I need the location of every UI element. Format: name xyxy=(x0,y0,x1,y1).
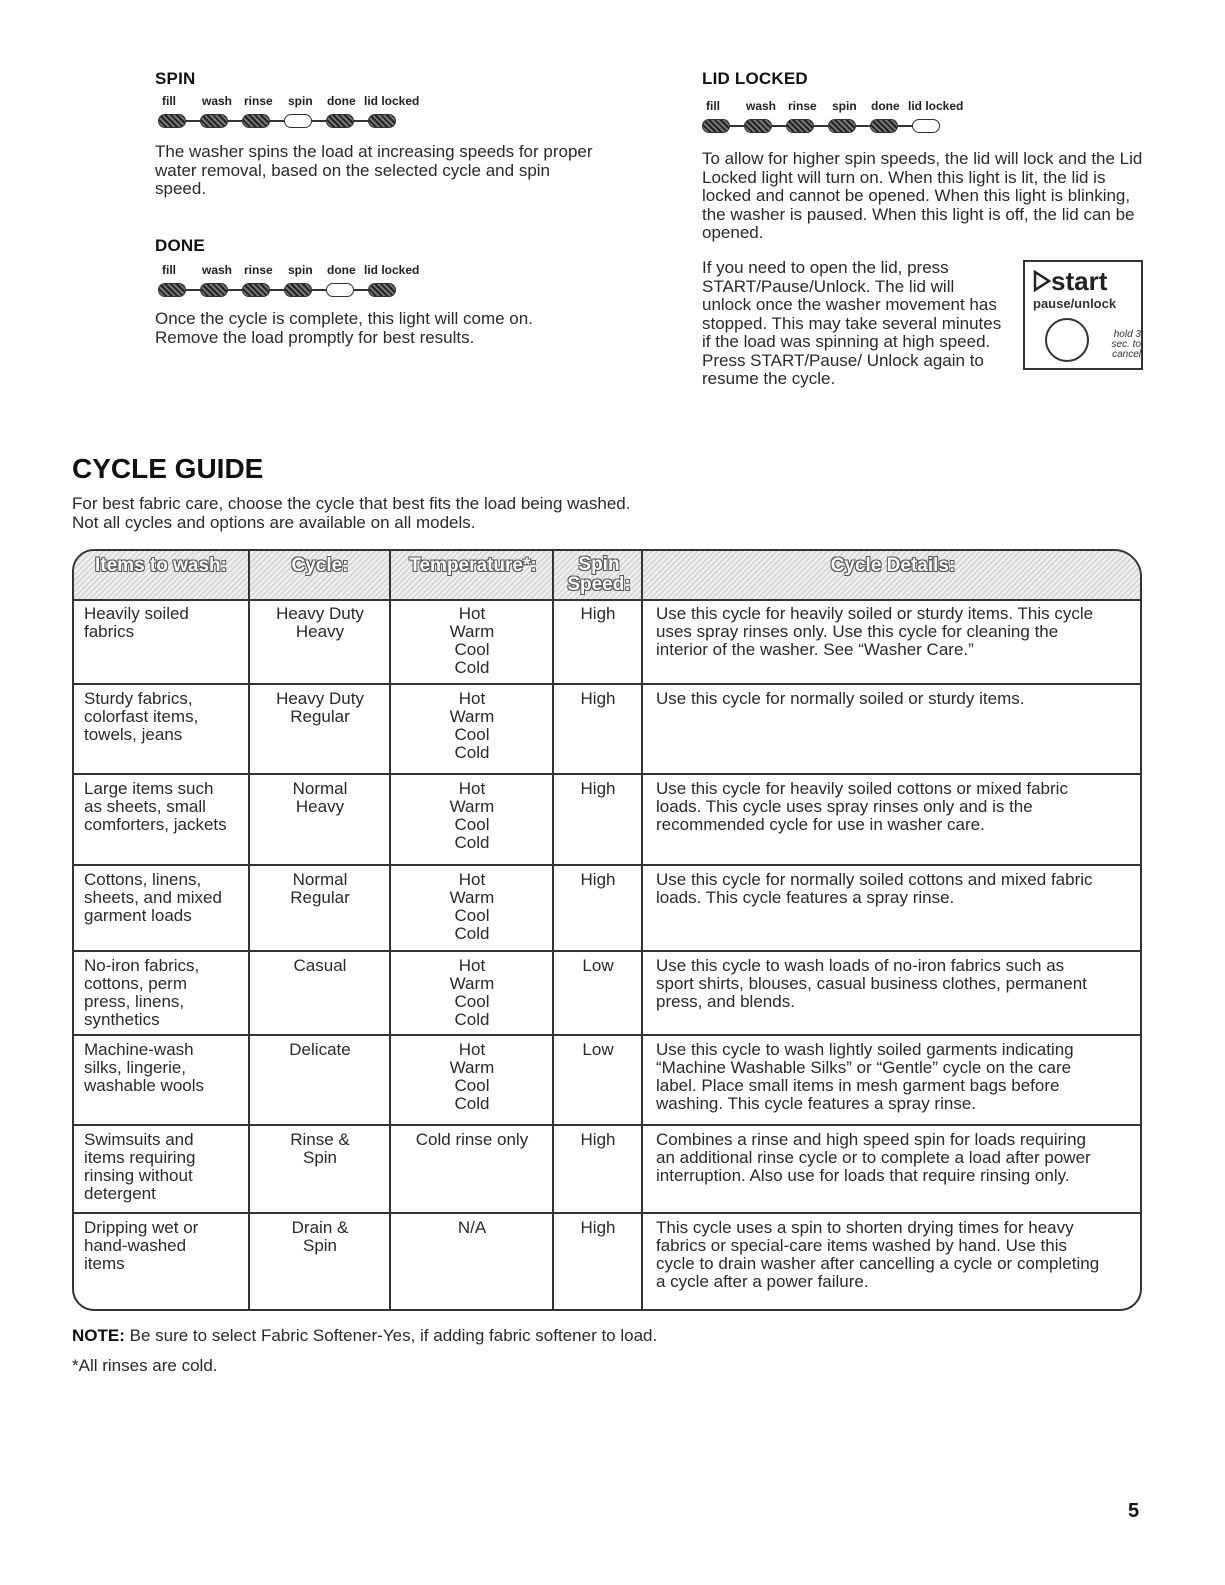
cell-line: Hot xyxy=(458,956,486,975)
cell-line: Use this cycle for normally soiled cottons and mixed fabric xyxy=(656,870,1093,889)
cell-line: Regular xyxy=(290,707,350,726)
cell-line: High xyxy=(580,1130,616,1149)
cell-line: Dripping wet or xyxy=(84,1218,199,1237)
note xyxy=(72,1326,657,1346)
start-label xyxy=(1033,266,1107,297)
cell-line: Heavy Duty xyxy=(276,604,364,623)
column-divider xyxy=(641,551,643,1309)
cell-line: rinsing without xyxy=(84,1166,193,1185)
cell-line: Cold xyxy=(454,658,490,677)
header-spin-speed xyxy=(556,551,642,601)
cell-cycle xyxy=(250,690,390,726)
row-divider xyxy=(74,864,1140,866)
cell-spin-speed xyxy=(554,690,642,708)
spin-description: The washer spins the load at increasing speeds for proper water removal, based on the selected cycle and spin speed. xyxy=(155,142,593,198)
indicator-label: fill xyxy=(162,94,176,108)
cell-line: detergent xyxy=(84,1184,156,1203)
indicator-label: spin xyxy=(832,99,857,113)
indicator-label: wash xyxy=(202,94,233,108)
cell-spin-speed xyxy=(554,605,642,623)
cell-line: This cycle uses a spin to shorten drying times for heavy xyxy=(656,1218,1074,1237)
cell-items xyxy=(84,605,246,641)
indicator-light-icon xyxy=(242,283,270,297)
cell-cycle xyxy=(250,780,390,816)
cell-details xyxy=(656,871,1140,907)
indicator-label: done xyxy=(327,94,356,108)
cell-spin-speed xyxy=(554,1041,642,1059)
indicator-label: rinse xyxy=(788,99,817,113)
cell-items xyxy=(84,957,246,1029)
indicator-label: rinse xyxy=(244,263,273,277)
cell-items xyxy=(84,871,246,925)
cell-line: Machine-wash xyxy=(84,1040,194,1059)
indicator-label: spin xyxy=(288,263,313,277)
cell-line: fabrics or special-care items washed by hand. Use this xyxy=(656,1236,1068,1255)
pause-unlock-label: pause/unlock xyxy=(1033,296,1117,311)
cell-line: High xyxy=(580,870,616,889)
cell-temperature xyxy=(392,1131,552,1149)
cell-line: colorfast items, xyxy=(84,707,199,726)
cell-temperature xyxy=(392,871,552,943)
indicator-label: done xyxy=(327,263,356,277)
cell-line: Warm xyxy=(449,797,495,816)
cell-line: Use this cycle for heavily soiled cottons or mixed fabric xyxy=(656,779,1068,798)
header-spin-line2: Speed: xyxy=(567,574,631,595)
cell-line: Heavy xyxy=(295,622,345,641)
cell-line: sport shirts, blouses, casual business clothes, permanent xyxy=(656,974,1087,993)
cycle-guide-intro xyxy=(72,494,630,532)
cell-line: items xyxy=(84,1254,125,1273)
cell-line: items requiring xyxy=(84,1148,196,1167)
spin-indicator-panel xyxy=(162,94,432,128)
note-label: NOTE: xyxy=(72,1326,125,1345)
cell-line: N/A xyxy=(457,1218,487,1237)
indicator-label: lid locked xyxy=(364,94,420,108)
cell-line: High xyxy=(580,1218,616,1237)
indicator-label: lid locked xyxy=(364,263,420,277)
indicator-light-icon xyxy=(284,283,312,297)
cell-cycle xyxy=(250,871,390,907)
header-spin-line1: Spin xyxy=(578,554,620,575)
indicator-label: wash xyxy=(746,99,777,113)
cell-items xyxy=(84,780,246,834)
cell-cycle xyxy=(250,1041,390,1059)
cell-items xyxy=(84,1131,246,1203)
cell-line: Use this cycle for normally soiled or sturdy items. xyxy=(656,689,1025,708)
cell-line: press, linens, xyxy=(84,992,185,1011)
cell-line: Casual xyxy=(293,956,347,975)
indicator-label: rinse xyxy=(244,94,273,108)
indicator-label: fill xyxy=(706,99,720,113)
indicator-light-icon xyxy=(744,119,772,133)
indicator-light-icon xyxy=(326,283,354,297)
cell-cycle xyxy=(250,957,390,975)
intro-line-2: Not all cycles and options are available on all models. xyxy=(72,513,476,532)
cell-line: Cool xyxy=(454,1076,490,1095)
cell-details xyxy=(656,690,1140,708)
cell-items xyxy=(84,1219,246,1273)
cell-line: Cool xyxy=(454,725,490,744)
header-cycle: Cycle: xyxy=(291,555,349,576)
intro-line-1: For best fabric care, choose the cycle that best fits the load being washed. xyxy=(72,494,631,513)
cell-line: hand-washed xyxy=(84,1236,187,1255)
cell-line: High xyxy=(580,689,616,708)
cell-line: fabrics xyxy=(84,622,135,641)
cell-line: Warm xyxy=(449,707,495,726)
cell-cycle xyxy=(250,605,390,641)
cell-items xyxy=(84,1041,246,1095)
cell-spin-speed xyxy=(554,1131,642,1149)
indicator-light-icon xyxy=(870,119,898,133)
cell-line: Cold rinse only xyxy=(415,1130,529,1149)
cell-line: Drain & xyxy=(291,1218,349,1237)
table-header xyxy=(74,551,1140,601)
indicator-label: done xyxy=(871,99,900,113)
cell-temperature xyxy=(392,690,552,762)
cell-line: Spin xyxy=(302,1148,338,1167)
cell-temperature xyxy=(392,605,552,677)
header-temperature: Temperature*: xyxy=(409,555,537,576)
cell-line: Delicate xyxy=(289,1040,351,1059)
cell-line: Warm xyxy=(449,974,495,993)
cell-line: Hot xyxy=(458,1040,486,1059)
cell-line: recommended cycle for use in washer care. xyxy=(656,815,985,834)
indicator-light-icon xyxy=(200,114,228,128)
cell-line: sheets, and mixed xyxy=(84,888,222,907)
column-divider xyxy=(552,551,554,1309)
indicator-light-icon xyxy=(242,114,270,128)
cell-line: Hot xyxy=(458,689,486,708)
cell-line: interruption. Also use for loads that require rinsing only. xyxy=(656,1166,1070,1185)
cell-line: Hot xyxy=(458,870,486,889)
column-divider xyxy=(248,551,250,1309)
indicator-light-icon xyxy=(702,119,730,133)
cell-line: Cool xyxy=(454,640,490,659)
indicator-track xyxy=(162,112,432,128)
indicator-light-icon xyxy=(158,283,186,297)
cell-cycle xyxy=(250,1219,390,1255)
cell-line: press, and blends. xyxy=(656,992,795,1011)
cell-line: Spin xyxy=(302,1236,338,1255)
indicator-light-icon xyxy=(326,114,354,128)
cell-line: Rinse & xyxy=(290,1130,350,1149)
cell-line: Regular xyxy=(290,888,350,907)
cell-details xyxy=(656,1041,1140,1113)
cell-temperature xyxy=(392,957,552,1029)
cell-line: Cold xyxy=(454,743,490,762)
done-description: Once the cycle is complete, this light will come on. Remove the load promptly for best results. xyxy=(155,309,533,347)
cell-line: cycle to drain washer after cancelling a cycle or completing xyxy=(656,1254,1100,1273)
cell-line: loads. This cycle features a spray rinse. xyxy=(656,888,955,907)
cell-line: Cold xyxy=(454,1094,490,1113)
cell-line: High xyxy=(580,604,616,623)
row-divider xyxy=(74,683,1140,685)
indicator-light-icon xyxy=(786,119,814,133)
row-divider xyxy=(74,1212,1140,1214)
indicator-track xyxy=(706,117,976,133)
cycle-guide-table xyxy=(72,549,1142,1311)
cell-line: Cold xyxy=(454,833,490,852)
cell-line: Cold xyxy=(454,1010,490,1029)
indicator-light-icon xyxy=(200,283,228,297)
cell-line: Hot xyxy=(458,779,486,798)
header-cycle-details: Cycle Details: xyxy=(830,555,956,576)
done-indicator-panel xyxy=(162,263,432,297)
cell-line: towels, jeans xyxy=(84,725,183,744)
start-text: start xyxy=(1051,266,1108,296)
cell-line: “Machine Washable Silks” or “Gentle” cycle on the care xyxy=(656,1058,1072,1077)
row-divider xyxy=(74,773,1140,775)
cell-line: an additional rinse cycle or to complete a load after power xyxy=(656,1148,1091,1167)
cell-items xyxy=(84,690,246,744)
lid-unlock-instructions: If you need to open the lid, press START/Pause/Unlock. The lid will unlock once the washer movement has stopped. This may take several minutes if the load was spinning at high speed. Press START/Pause/ Unlock again to resume the cycle. xyxy=(702,258,1002,388)
row-divider xyxy=(74,1124,1140,1126)
row-divider xyxy=(74,1034,1140,1036)
hold-to-cancel-label: hold 3 sec. to cancel xyxy=(1111,329,1141,360)
indicator-label: fill xyxy=(162,263,176,277)
cell-spin-speed xyxy=(554,871,642,889)
lid-locked-heading: LID LOCKED xyxy=(702,69,808,88)
indicator-light-icon xyxy=(368,283,396,297)
cell-details xyxy=(656,1219,1140,1291)
lid-locked-indicator-panel xyxy=(706,99,976,133)
cell-line: label. Place small items in mesh garment bags before xyxy=(656,1076,1060,1095)
indicator-label: spin xyxy=(288,94,313,108)
cell-line: Cottons, linens, xyxy=(84,870,202,889)
indicator-light-icon xyxy=(828,119,856,133)
play-triangle-icon xyxy=(1033,270,1051,292)
cell-line: comforters, jackets xyxy=(84,815,227,834)
cell-line: interior of the washer. See “Washer Care.” xyxy=(656,640,974,659)
cell-line: uses spray rinses only. Use this cycle for cleaning the xyxy=(656,622,1059,641)
cell-line: Heavily soiled xyxy=(84,604,189,623)
cell-line: Use this cycle for heavily soiled or sturdy items. This cycle xyxy=(656,604,1094,623)
cell-line: Use this cycle to wash lightly soiled garments indicating xyxy=(656,1040,1074,1059)
cell-temperature xyxy=(392,1219,552,1237)
cell-line: Normal xyxy=(292,870,348,889)
note-text: Be sure to select Fabric Softener-Yes, if adding fabric softener to load. xyxy=(124,1326,658,1345)
cell-temperature xyxy=(392,1041,552,1113)
cell-line: synthetics xyxy=(84,1010,160,1029)
cell-line: Cool xyxy=(454,906,490,925)
indicator-track xyxy=(162,281,432,297)
header-items: Items to wash: xyxy=(95,555,227,576)
indicator-light-icon xyxy=(158,114,186,128)
page-number: 5 xyxy=(1128,1500,1140,1522)
cell-line: garment loads xyxy=(84,906,192,925)
cell-line: Hot xyxy=(458,604,486,623)
cell-line: Warm xyxy=(449,888,495,907)
cell-line: Combines a rinse and high speed spin for loads requiring xyxy=(656,1130,1086,1149)
cell-details xyxy=(656,605,1140,659)
indicator-label: lid locked xyxy=(908,99,964,113)
indicator-label: wash xyxy=(202,263,233,277)
cell-line: No-iron fabrics, xyxy=(84,956,200,975)
cell-line: as sheets, small xyxy=(84,797,206,816)
footnote: *All rinses are cold. xyxy=(72,1356,218,1375)
cell-line: washing. This cycle features a spray rinse. xyxy=(656,1094,976,1113)
cell-line: washable wools xyxy=(84,1076,205,1095)
cell-line: Low xyxy=(582,1040,614,1059)
cell-line: Large items such xyxy=(84,779,214,798)
cell-line: loads. This cycle uses spray rinses only and is the xyxy=(656,797,1033,816)
cell-line: cottons, perm xyxy=(84,974,187,993)
cell-spin-speed xyxy=(554,780,642,798)
cell-line: silks, lingerie, xyxy=(84,1058,187,1077)
cell-line: Warm xyxy=(449,1058,495,1077)
column-divider xyxy=(389,551,391,1309)
cell-details xyxy=(656,780,1140,834)
cell-line: Sturdy fabrics, xyxy=(84,689,193,708)
cell-spin-speed xyxy=(554,957,642,975)
cell-line: Low xyxy=(582,956,614,975)
cell-line: Swimsuits and xyxy=(84,1130,194,1149)
indicator-light-icon xyxy=(284,114,312,128)
cell-line: Heavy Duty xyxy=(276,689,364,708)
cell-line: Use this cycle to wash loads of no-iron fabrics such as xyxy=(656,956,1065,975)
cell-temperature xyxy=(392,780,552,852)
cell-line: Cool xyxy=(454,815,490,834)
indicator-light-icon xyxy=(368,114,396,128)
cell-line: Cold xyxy=(454,924,490,943)
cell-details xyxy=(656,1131,1140,1185)
indicator-light-icon xyxy=(912,119,940,133)
start-circle-icon xyxy=(1045,318,1089,362)
cell-details xyxy=(656,957,1140,1011)
cell-line: Warm xyxy=(449,622,495,641)
row-divider xyxy=(74,950,1140,952)
cell-line: High xyxy=(580,779,616,798)
start-button-illustration xyxy=(1023,260,1143,370)
cell-cycle xyxy=(250,1131,390,1167)
cycle-guide-title: CYCLE GUIDE xyxy=(72,453,264,484)
lid-locked-description: To allow for higher spin speeds, the lid will lock and the Lid Locked light will turn on. When this light is lit, the lid is locked and cannot be opened. When this light is blinking, the washer is paused. When this light is off, the lid can be opened. xyxy=(702,149,1143,242)
cell-line: a cycle after a power failure. xyxy=(656,1272,869,1291)
done-heading: DONE xyxy=(155,236,205,255)
cell-spin-speed xyxy=(554,1219,642,1237)
cell-line: Cool xyxy=(454,992,490,1011)
spin-heading: SPIN xyxy=(155,69,196,88)
cell-line: Normal xyxy=(292,779,348,798)
cell-line: Heavy xyxy=(295,797,345,816)
